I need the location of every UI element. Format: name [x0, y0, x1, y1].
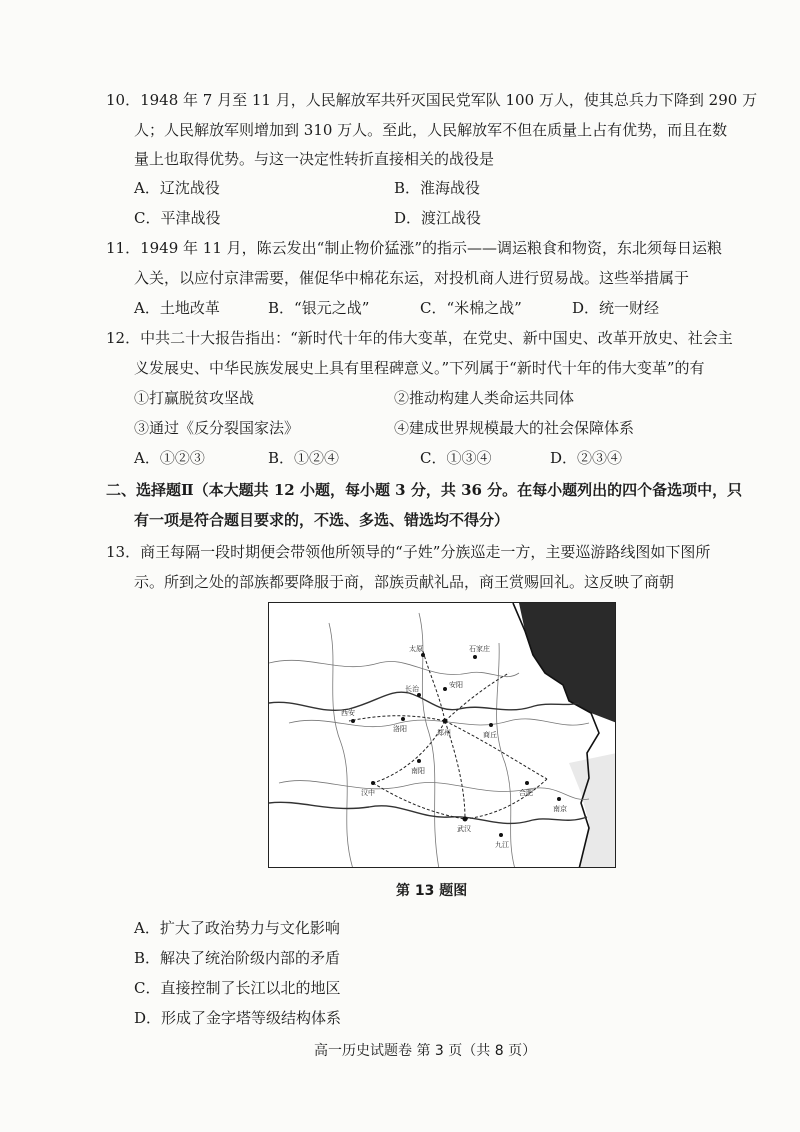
map-label-nanjing: 南京 — [553, 805, 567, 813]
q10-option-d[interactable]: D．渡江战役 — [394, 209, 482, 227]
section2-heading-line1: 二、选择题Ⅱ（本大题共 12 小题，每小题 3 分，共 36 分。在每小题列出的四个备选项中，只 — [106, 481, 743, 499]
page-footer: 高一历史试题卷 第 3 页（共 8 页） — [314, 1043, 537, 1059]
q13-figure-caption: 第 13 题图 — [396, 883, 468, 899]
section2-heading-line2: 有一项是符合题目要求的，不选、多选、错选均不得分） — [134, 511, 510, 529]
map-label-hanzhong: 汉中 — [361, 789, 375, 797]
q12-stem-line1: 12．中共二十大报告指出：“新时代十年的伟大变革，在党史、新中国史、改革开放史、社会主 — [106, 329, 733, 347]
sea-shade — [569, 753, 616, 868]
map-label-taiyuan: 太原 — [409, 645, 423, 653]
q13-stem-line2: 示。所到之处的部族都要降服于商，部族贡献礼品，商王赏赐回礼。这反映了商朝 — [134, 573, 675, 591]
map-label-xian: 西安 — [341, 709, 355, 717]
q12-item-4: ④建成世界规模最大的社会保障体系 — [394, 419, 635, 437]
map-label-hefei: 合肥 — [519, 789, 533, 797]
q12-option-c[interactable]: C．①③④ — [420, 449, 492, 467]
q12-option-b[interactable]: B．①②④ — [268, 449, 340, 467]
map-label-zhengzhou: 郑州 — [437, 729, 451, 737]
q12-item-2: ②推动构建人类命运共同体 — [394, 389, 575, 407]
q13-option-d[interactable]: D．形成了金字塔等级结构体系 — [134, 1009, 342, 1027]
map-label-nanyang: 南阳 — [411, 767, 425, 775]
map-label-shijiazhuang: 石家庄 — [469, 645, 490, 653]
q12-item-3: ③通过《反分裂国家法》 — [134, 419, 300, 437]
border-4 — [329, 623, 353, 868]
map-label-changzhi: 长治 — [405, 685, 419, 693]
map-label-luoyang: 洛阳 — [393, 725, 407, 733]
q10-stem-line1: 10．1948 年 7 月至 11 月，人民解放军共歼灭国民党军队 100 万人，使其总兵力下降到 290 万 — [106, 91, 758, 109]
yangtze-river — [269, 802, 587, 823]
yellow-river — [269, 692, 579, 710]
q11-option-b[interactable]: B．“银元之战” — [268, 299, 370, 317]
q10-option-c[interactable]: C．平津战役 — [134, 209, 221, 227]
shang-tour-map — [269, 603, 616, 868]
border-1 — [269, 660, 519, 676]
q10-stem-line3: 量上也取得优势。与这一决定性转折直接相关的战役是 — [134, 150, 495, 168]
q10-option-a[interactable]: A．辽沈战役 — [134, 179, 220, 197]
q13-stem-line1: 13．商王每隔一段时期便会带领他所领导的“子姓”分族巡走一方，主要巡游路线图如下图所 — [106, 543, 711, 561]
q11-option-a[interactable]: A．土地改革 — [134, 299, 220, 317]
q12-option-d[interactable]: D．②③④ — [550, 449, 623, 467]
q13-map-figure — [268, 602, 616, 868]
q11-option-d[interactable]: D．统一财经 — [572, 299, 660, 317]
q11-option-c[interactable]: C．“米棉之战” — [420, 299, 522, 317]
q12-stem-line2: 义发展史、中华民族发展史上具有里程碑意义。”下列属于“新时代十年的伟大变革”的有 — [134, 359, 705, 377]
q12-option-a[interactable]: A．①②③ — [134, 449, 205, 467]
map-label-jiujiang: 九江 — [495, 841, 509, 849]
q13-option-a[interactable]: A．扩大了政治势力与文化影响 — [134, 919, 340, 937]
route-east — [465, 779, 547, 819]
route-north — [423, 651, 445, 721]
q13-option-b[interactable]: B．解决了统治阶级内部的矛盾 — [134, 949, 341, 967]
map-label-anyang: 安阳 — [449, 681, 463, 689]
q13-option-c[interactable]: C．直接控制了长江以北的地区 — [134, 979, 341, 997]
route-southeast — [445, 721, 547, 779]
q11-stem-line1: 11．1949 年 11 月，陈云发出“制止物价猛涨”的指示——调运粮食和物资，东北须每日运粮 — [106, 239, 722, 257]
map-label-shangqiu: 商丘 — [483, 731, 497, 739]
map-label-wuhan: 武汉 — [457, 825, 471, 833]
q10-option-b[interactable]: B．淮海战役 — [394, 179, 481, 197]
q12-item-1: ①打赢脱贫攻坚战 — [134, 389, 255, 407]
q11-stem-line2: 入关，以应付京津需要，催促华中棉花东运，对投机商人进行贸易战。这些举措属于 — [134, 269, 690, 287]
q10-stem-line2: 人；人民解放军则增加到 310 万人。至此，人民解放军不但在质量上占有优势，而且在数 — [134, 121, 728, 139]
route-southwest — [373, 721, 445, 783]
